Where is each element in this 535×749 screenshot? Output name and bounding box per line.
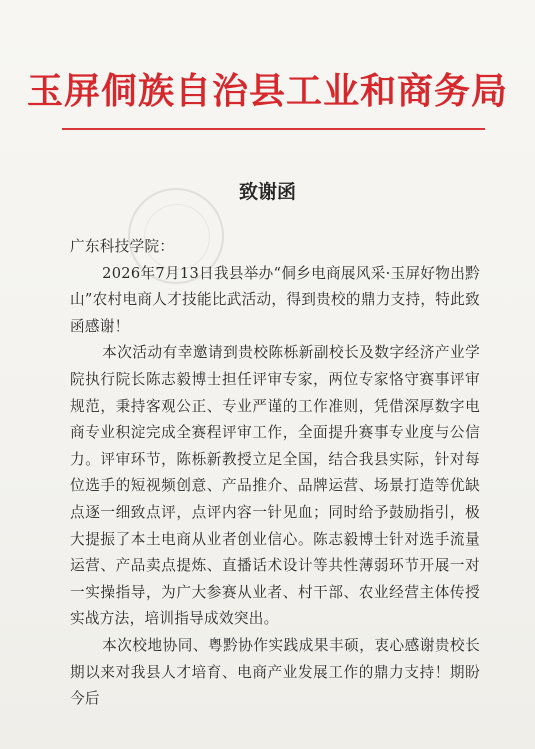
- letterhead-red-rule: [62, 128, 485, 130]
- letter-salutation: 广东科技学院：: [70, 238, 175, 255]
- letter-title: 致谢函: [238, 181, 296, 203]
- letter-paragraph-2: 本次活动有幸邀请到贵校陈栎新副校长及数字经济产业学院执行院长陈志毅博士担任评审专家，两位专家恪守赛事评审规范，秉持客观公正、专业严谨的工作准则，凭借深厚数字电商专业积淀完成全赛程评审工作，全面提升赛事专业度与公信力。评审环节，陈栎新教授立足全国，结合我县实际，针对每位选手的短视频创意、产品推介、品牌运营、场景打造等优缺点逐一细致点评，点评内容一针见血；同时给予鼓励指引，极大提振了本土电商从业者创业信心。陈志毅博士针对选手流量运营、产品卖点提炼、直播话术设计等共性薄弱环节开展一对一实操指导，为广大参赛从业者、村干部、农业经营主体传授实战方法，培训指导成效突出。: [70, 344, 480, 628]
- letter-paragraph-3: 本次校地协同、粤黔协作实践成果丰硕，衷心感谢贵校长期以来对我县人才培育、电商产业发展工作的鼎力支持！期盼今后: [70, 636, 480, 708]
- letter-paragraph-1: 2026年7月13日我县举办“侗乡电商展风采·玉屏好物出黔山”农村电商人才技能比武活动，得到贵校的鼎力支持，特此致函感谢！: [70, 264, 480, 335]
- letter-body: [70, 234, 480, 713]
- letterhead-org-name: 玉屏侗族自治县工业和商务局: [26, 70, 508, 112]
